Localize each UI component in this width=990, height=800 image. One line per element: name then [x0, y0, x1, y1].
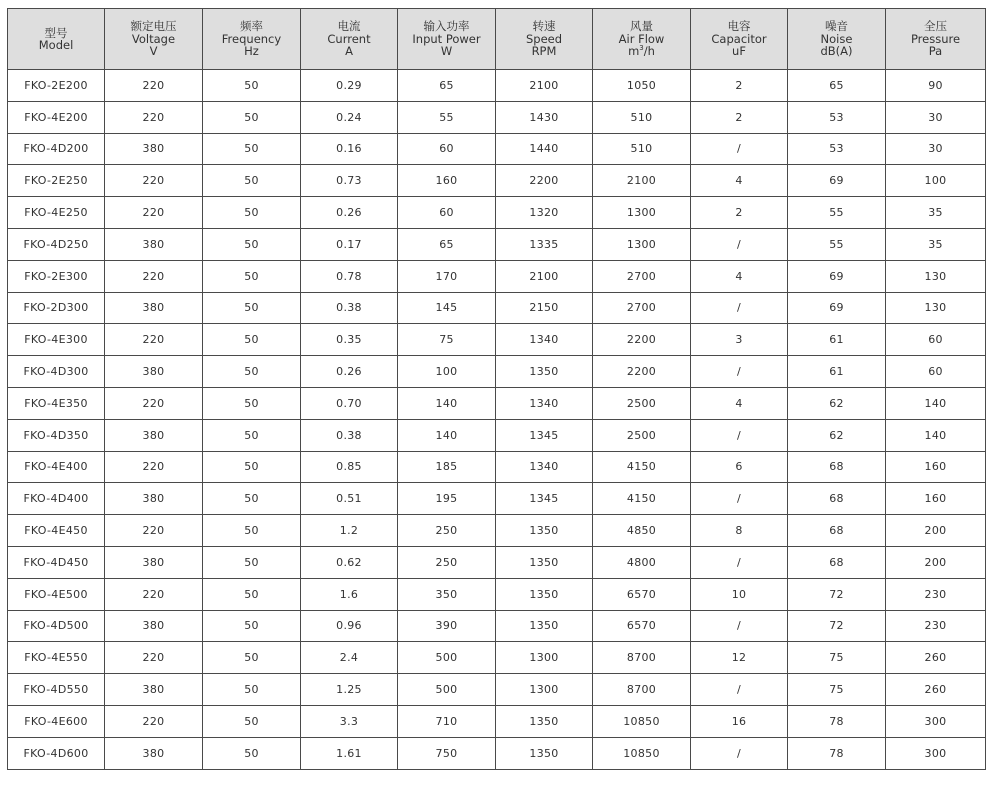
- cell-input-power: 250: [398, 546, 496, 578]
- cell-noise: 53: [788, 101, 886, 133]
- cell-frequency: 50: [203, 197, 301, 229]
- cell-model: FKO-4D500: [8, 610, 105, 642]
- cell-pressure: 230: [886, 578, 986, 610]
- cell-noise: 61: [788, 356, 886, 388]
- cell-model: FKO-4E350: [8, 387, 105, 419]
- cell-current: 0.26: [301, 356, 398, 388]
- header-zh: 型号: [44, 25, 68, 40]
- cell-noise: 75: [788, 674, 886, 706]
- cell-frequency: 50: [203, 737, 301, 769]
- table-body: [8, 70, 986, 770]
- table-row: [8, 737, 986, 769]
- cell-pressure: 130: [886, 292, 986, 324]
- cell-frequency: 50: [203, 674, 301, 706]
- cell-frequency: 50: [203, 387, 301, 419]
- cell-frequency: 50: [203, 578, 301, 610]
- cell-model: FKO-2D300: [8, 292, 105, 324]
- header-cell-speed: [496, 9, 593, 70]
- cell-input-power: 60: [398, 197, 496, 229]
- cell-air-flow: 8700: [593, 674, 691, 706]
- cell-model: FKO-4E250: [8, 197, 105, 229]
- cell-frequency: 50: [203, 260, 301, 292]
- cell-air-flow: 1050: [593, 70, 691, 102]
- cell-voltage: 380: [105, 292, 203, 324]
- cell-frequency: 50: [203, 292, 301, 324]
- cell-current: 1.2: [301, 515, 398, 547]
- cell-voltage: 380: [105, 133, 203, 165]
- cell-capacitor: 16: [691, 705, 788, 737]
- cell-speed: 1340: [496, 387, 593, 419]
- cell-noise: 55: [788, 228, 886, 260]
- cell-speed: 1440: [496, 133, 593, 165]
- cell-current: 0.96: [301, 610, 398, 642]
- table-row: [8, 515, 986, 547]
- cell-pressure: 140: [886, 419, 986, 451]
- cell-capacitor: /: [691, 483, 788, 515]
- cell-capacitor: /: [691, 133, 788, 165]
- cell-input-power: 710: [398, 705, 496, 737]
- cell-pressure: 260: [886, 642, 986, 674]
- cell-capacitor: 4: [691, 387, 788, 419]
- cell-pressure: 30: [886, 101, 986, 133]
- cell-air-flow: 4150: [593, 451, 691, 483]
- cell-air-flow: 2500: [593, 387, 691, 419]
- header-en: Speed: [525, 31, 563, 46]
- cell-input-power: 65: [398, 228, 496, 260]
- cell-current: 0.51: [301, 483, 398, 515]
- cell-air-flow: 2700: [593, 260, 691, 292]
- cell-voltage: 380: [105, 356, 203, 388]
- cell-input-power: 750: [398, 737, 496, 769]
- cell-input-power: 100: [398, 356, 496, 388]
- table-row: [8, 642, 986, 674]
- cell-air-flow: 4850: [593, 515, 691, 547]
- cell-pressure: 260: [886, 674, 986, 706]
- cell-capacitor: 2: [691, 101, 788, 133]
- cell-pressure: 140: [886, 387, 986, 419]
- cell-input-power: 500: [398, 674, 496, 706]
- unit-superscript: 3: [639, 44, 644, 53]
- cell-model: FKO-2E200: [8, 70, 105, 102]
- cell-noise: 69: [788, 260, 886, 292]
- cell-frequency: 50: [203, 546, 301, 578]
- header-cell-capacitor: [691, 9, 788, 70]
- header-zh: 噪音: [825, 19, 848, 34]
- unit-base: m: [628, 44, 640, 59]
- unit-tail: /h: [643, 44, 655, 59]
- header-cell-model: [8, 9, 105, 70]
- cell-capacitor: /: [691, 356, 788, 388]
- table-row: [8, 483, 986, 515]
- cell-noise: 65: [788, 70, 886, 102]
- cell-model: FKO-4D600: [8, 737, 105, 769]
- header-unit: uF: [732, 44, 746, 59]
- cell-speed: 1345: [496, 419, 593, 451]
- cell-voltage: 220: [105, 260, 203, 292]
- cell-noise: 62: [788, 387, 886, 419]
- cell-speed: 2100: [496, 260, 593, 292]
- cell-capacitor: /: [691, 228, 788, 260]
- header-row: [8, 9, 986, 70]
- cell-frequency: 50: [203, 610, 301, 642]
- header-cell-current: [301, 9, 398, 70]
- cell-voltage: 220: [105, 451, 203, 483]
- cell-air-flow: 2200: [593, 324, 691, 356]
- table-row: [8, 451, 986, 483]
- cell-pressure: 60: [886, 324, 986, 356]
- cell-noise: 61: [788, 324, 886, 356]
- cell-current: 1.6: [301, 578, 398, 610]
- table-row: [8, 70, 986, 102]
- cell-frequency: 50: [203, 228, 301, 260]
- cell-capacitor: /: [691, 546, 788, 578]
- cell-current: 0.24: [301, 101, 398, 133]
- cell-current: 0.78: [301, 260, 398, 292]
- cell-pressure: 160: [886, 483, 986, 515]
- cell-speed: 1340: [496, 324, 593, 356]
- cell-input-power: 250: [398, 515, 496, 547]
- table-row: [8, 356, 986, 388]
- cell-capacitor: /: [691, 610, 788, 642]
- cell-voltage: 220: [105, 324, 203, 356]
- cell-air-flow: 1300: [593, 197, 691, 229]
- cell-frequency: 50: [203, 324, 301, 356]
- header-en: Noise: [820, 31, 853, 46]
- cell-voltage: 220: [105, 70, 203, 102]
- cell-current: 0.73: [301, 165, 398, 197]
- cell-voltage: 220: [105, 642, 203, 674]
- cell-speed: 1350: [496, 705, 593, 737]
- cell-input-power: 145: [398, 292, 496, 324]
- header-cell-voltage: [105, 9, 203, 70]
- cell-pressure: 60: [886, 356, 986, 388]
- cell-air-flow: 10850: [593, 737, 691, 769]
- cell-capacitor: /: [691, 737, 788, 769]
- cell-speed: 1350: [496, 737, 593, 769]
- cell-noise: 68: [788, 546, 886, 578]
- cell-voltage: 380: [105, 610, 203, 642]
- cell-frequency: 50: [203, 70, 301, 102]
- table-row: [8, 197, 986, 229]
- cell-input-power: 55: [398, 101, 496, 133]
- cell-voltage: 220: [105, 197, 203, 229]
- cell-capacitor: 8: [691, 515, 788, 547]
- table-row: [8, 578, 986, 610]
- cell-air-flow: 2100: [593, 165, 691, 197]
- cell-current: 0.85: [301, 451, 398, 483]
- table-row: [8, 292, 986, 324]
- cell-input-power: 65: [398, 70, 496, 102]
- cell-model: FKO-2E250: [8, 165, 105, 197]
- cell-model: FKO-4D350: [8, 419, 105, 451]
- table-row: [8, 705, 986, 737]
- table-row: [8, 610, 986, 642]
- cell-frequency: 50: [203, 451, 301, 483]
- cell-current: 0.17: [301, 228, 398, 260]
- cell-air-flow: 2500: [593, 419, 691, 451]
- cell-pressure: 200: [886, 546, 986, 578]
- header-zh: 风量: [630, 19, 653, 34]
- cell-input-power: 390: [398, 610, 496, 642]
- header-unit: Hz: [244, 44, 259, 59]
- cell-pressure: 35: [886, 228, 986, 260]
- header-zh: 全压: [924, 19, 947, 34]
- cell-noise: 68: [788, 451, 886, 483]
- cell-pressure: 30: [886, 133, 986, 165]
- cell-model: FKO-4E400: [8, 451, 105, 483]
- header-cell-frequency: [203, 9, 301, 70]
- cell-voltage: 380: [105, 546, 203, 578]
- cell-model: FKO-4D200: [8, 133, 105, 165]
- cell-noise: 55: [788, 197, 886, 229]
- cell-pressure: 160: [886, 451, 986, 483]
- cell-speed: 1430: [496, 101, 593, 133]
- table-row: [8, 165, 986, 197]
- cell-voltage: 220: [105, 165, 203, 197]
- cell-voltage: 380: [105, 228, 203, 260]
- cell-speed: 1345: [496, 483, 593, 515]
- header-en: Current: [327, 31, 371, 46]
- header-en: Pressure: [910, 31, 961, 46]
- cell-speed: 2100: [496, 70, 593, 102]
- cell-current: 2.4: [301, 642, 398, 674]
- cell-voltage: 220: [105, 515, 203, 547]
- header-unit: [593, 45, 690, 58]
- header-unit: RPM: [531, 44, 557, 59]
- cell-air-flow: 510: [593, 133, 691, 165]
- table-row: [8, 324, 986, 356]
- header-en: Input Power: [412, 31, 481, 46]
- cell-frequency: 50: [203, 483, 301, 515]
- cell-voltage: 220: [105, 578, 203, 610]
- fan-spec-table: [7, 8, 986, 770]
- cell-pressure: 35: [886, 197, 986, 229]
- cell-model: FKO-4D400: [8, 483, 105, 515]
- cell-capacitor: /: [691, 419, 788, 451]
- cell-voltage: 380: [105, 483, 203, 515]
- cell-current: 0.38: [301, 419, 398, 451]
- header-en: Voltage: [131, 31, 176, 46]
- cell-input-power: 500: [398, 642, 496, 674]
- cell-input-power: 350: [398, 578, 496, 610]
- cell-model: FKO-4E500: [8, 578, 105, 610]
- cell-model: FKO-4E450: [8, 515, 105, 547]
- cell-air-flow: 2200: [593, 356, 691, 388]
- cell-voltage: 220: [105, 101, 203, 133]
- cell-current: 0.26: [301, 197, 398, 229]
- cell-input-power: 140: [398, 387, 496, 419]
- cell-air-flow: 510: [593, 101, 691, 133]
- cell-input-power: 160: [398, 165, 496, 197]
- cell-speed: 1340: [496, 451, 593, 483]
- header-zh: 额定电压: [130, 19, 177, 34]
- header-unit: dB(A): [820, 44, 853, 59]
- cell-voltage: 380: [105, 674, 203, 706]
- table-header: [8, 9, 986, 70]
- cell-capacitor: 2: [691, 197, 788, 229]
- cell-current: 0.16: [301, 133, 398, 165]
- cell-model: FKO-4D250: [8, 228, 105, 260]
- cell-pressure: 230: [886, 610, 986, 642]
- cell-frequency: 50: [203, 515, 301, 547]
- cell-current: 3.3: [301, 705, 398, 737]
- cell-input-power: 170: [398, 260, 496, 292]
- cell-speed: 1350: [496, 515, 593, 547]
- header-en: Capacitor: [711, 31, 767, 46]
- cell-speed: 1320: [496, 197, 593, 229]
- cell-frequency: 50: [203, 133, 301, 165]
- cell-model: FKO-4E550: [8, 642, 105, 674]
- cell-capacitor: 4: [691, 165, 788, 197]
- cell-noise: 69: [788, 165, 886, 197]
- cell-speed: 2200: [496, 165, 593, 197]
- cell-model: FKO-4E200: [8, 101, 105, 133]
- cell-input-power: 60: [398, 133, 496, 165]
- cell-capacitor: 2: [691, 70, 788, 102]
- cell-model: FKO-2E300: [8, 260, 105, 292]
- header-unit: A: [345, 44, 353, 59]
- cell-speed: 1350: [496, 356, 593, 388]
- header-cell-input-power: [398, 9, 496, 70]
- table-row: [8, 260, 986, 292]
- table-row: [8, 228, 986, 260]
- cell-capacitor: /: [691, 292, 788, 324]
- cell-pressure: 90: [886, 70, 986, 102]
- table-row: [8, 101, 986, 133]
- header-zh: 电容: [727, 19, 751, 34]
- cell-capacitor: /: [691, 674, 788, 706]
- header-unit: W: [440, 44, 453, 59]
- cell-capacitor: 4: [691, 260, 788, 292]
- header-cell-air-flow: [593, 9, 691, 70]
- header-en: Frequency: [221, 31, 282, 46]
- cell-speed: 1350: [496, 610, 593, 642]
- cell-current: 0.29: [301, 70, 398, 102]
- header-unit: V: [149, 44, 158, 59]
- cell-current: 0.38: [301, 292, 398, 324]
- cell-noise: 68: [788, 483, 886, 515]
- cell-air-flow: 6570: [593, 578, 691, 610]
- cell-frequency: 50: [203, 705, 301, 737]
- header-zh: 转速: [532, 19, 556, 34]
- header-en: Model: [38, 38, 74, 52]
- cell-pressure: 130: [886, 260, 986, 292]
- cell-voltage: 220: [105, 387, 203, 419]
- header-cell-pressure: [886, 9, 986, 70]
- cell-frequency: 50: [203, 419, 301, 451]
- cell-voltage: 380: [105, 737, 203, 769]
- table-row: [8, 419, 986, 451]
- cell-current: 0.62: [301, 546, 398, 578]
- cell-capacitor: 3: [691, 324, 788, 356]
- cell-model: FKO-4D450: [8, 546, 105, 578]
- cell-voltage: 220: [105, 705, 203, 737]
- cell-speed: 1350: [496, 546, 593, 578]
- table-row: [8, 387, 986, 419]
- header-en: Air Flow: [618, 31, 665, 46]
- cell-noise: 68: [788, 515, 886, 547]
- cell-speed: 2150: [496, 292, 593, 324]
- cell-air-flow: 4150: [593, 483, 691, 515]
- cell-air-flow: 1300: [593, 228, 691, 260]
- cell-speed: 1335: [496, 228, 593, 260]
- cell-current: 1.25: [301, 674, 398, 706]
- header-cell-noise: [788, 9, 886, 70]
- cell-current: 0.70: [301, 387, 398, 419]
- cell-input-power: 75: [398, 324, 496, 356]
- header-zh: 输入功率: [423, 19, 470, 34]
- cell-noise: 69: [788, 292, 886, 324]
- cell-air-flow: 8700: [593, 642, 691, 674]
- header-zh: 电流: [337, 19, 361, 34]
- cell-model: FKO-4D300: [8, 356, 105, 388]
- cell-input-power: 140: [398, 419, 496, 451]
- cell-frequency: 50: [203, 165, 301, 197]
- cell-model: FKO-4E300: [8, 324, 105, 356]
- cell-frequency: 50: [203, 101, 301, 133]
- cell-model: FKO-4D550: [8, 674, 105, 706]
- cell-air-flow: 6570: [593, 610, 691, 642]
- table-row: [8, 133, 986, 165]
- cell-speed: 1300: [496, 674, 593, 706]
- cell-pressure: 300: [886, 705, 986, 737]
- cell-frequency: 50: [203, 642, 301, 674]
- cell-pressure: 300: [886, 737, 986, 769]
- cell-air-flow: 2700: [593, 292, 691, 324]
- cell-capacitor: 6: [691, 451, 788, 483]
- header-zh: 频率: [240, 19, 263, 34]
- cell-pressure: 100: [886, 165, 986, 197]
- cell-capacitor: 12: [691, 642, 788, 674]
- cell-current: 0.35: [301, 324, 398, 356]
- cell-noise: 72: [788, 610, 886, 642]
- cell-model: FKO-4E600: [8, 705, 105, 737]
- cell-pressure: 200: [886, 515, 986, 547]
- cell-noise: 72: [788, 578, 886, 610]
- table-row: [8, 546, 986, 578]
- cell-current: 1.61: [301, 737, 398, 769]
- cell-frequency: 50: [203, 356, 301, 388]
- cell-input-power: 185: [398, 451, 496, 483]
- cell-noise: 78: [788, 737, 886, 769]
- cell-speed: 1350: [496, 578, 593, 610]
- cell-voltage: 380: [105, 419, 203, 451]
- table-row: [8, 674, 986, 706]
- cell-noise: 53: [788, 133, 886, 165]
- cell-speed: 1300: [496, 642, 593, 674]
- cell-input-power: 195: [398, 483, 496, 515]
- cell-noise: 78: [788, 705, 886, 737]
- cell-noise: 62: [788, 419, 886, 451]
- cell-noise: 75: [788, 642, 886, 674]
- header-unit: Pa: [928, 44, 943, 59]
- cell-capacitor: 10: [691, 578, 788, 610]
- cell-air-flow: 4800: [593, 546, 691, 578]
- cell-air-flow: 10850: [593, 705, 691, 737]
